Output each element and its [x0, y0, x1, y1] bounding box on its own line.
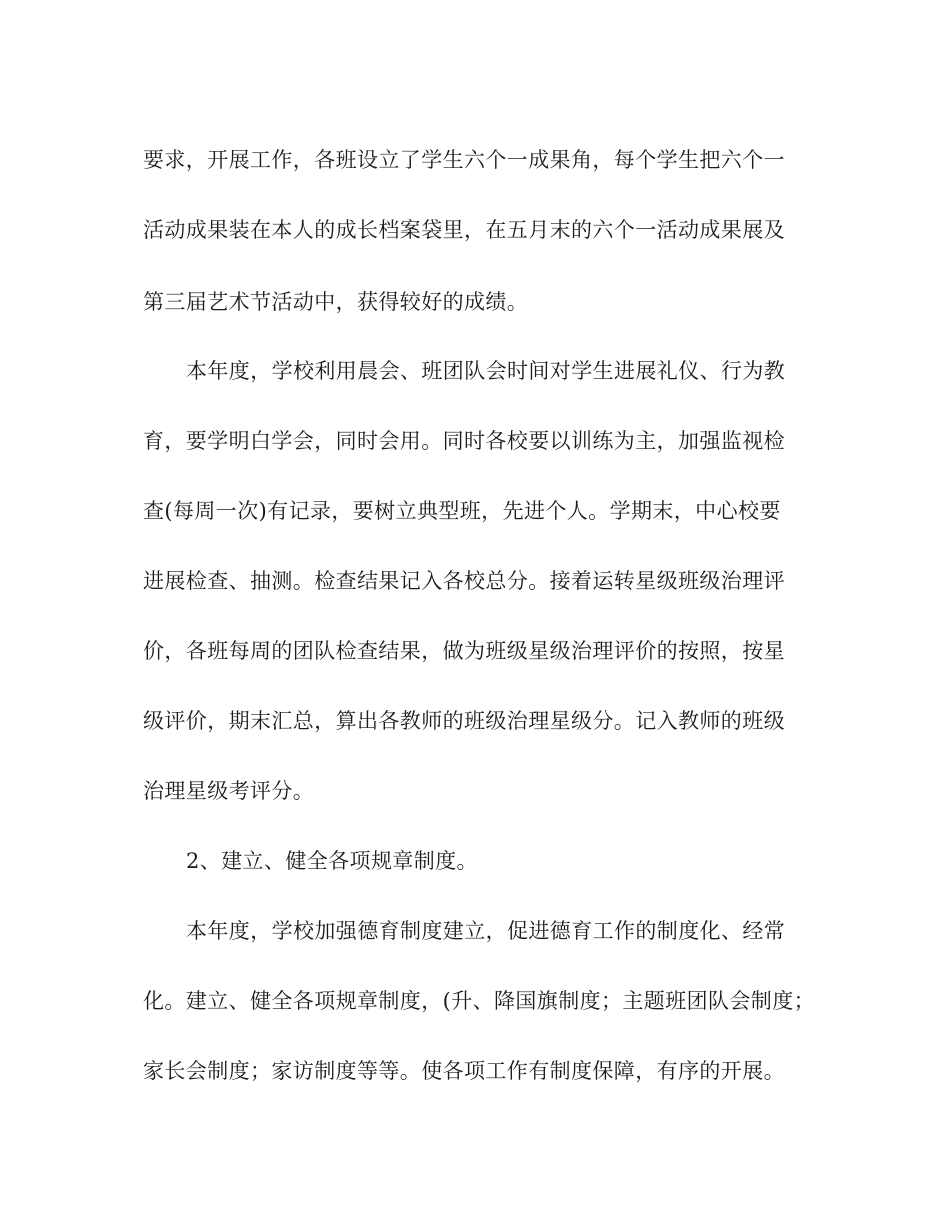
text-line: 育，要学明白学会，同时会用。同时各校要以训练为主，加强监视检 — [143, 429, 785, 453]
text-line: 进展检查、抽测。检查结果记入各校总分。接着运转星级班级治理评 — [143, 569, 785, 593]
text-line: 价，各班每周的团队检查结果，做为班级星级治理评价的按照，按星 — [143, 639, 785, 663]
paragraph-first-line: 本年度，学校利用晨会、班团队会时间对学生进展礼仪、行为教 — [186, 359, 786, 383]
text-line: 查(每周一次)有记录，要树立典型班，先进个人。学期末，中心校要 — [143, 499, 781, 523]
text-line: 第三届艺术节活动中，获得较好的成绩。 — [143, 290, 529, 314]
section-heading: 2、建立、健全各项规章制度。 — [186, 849, 478, 873]
paragraph-first-line: 本年度，学校加强德育制度建立，促进德育工作的制度化、经常 — [186, 919, 786, 943]
text-line: 治理星级考评分。 — [143, 779, 315, 803]
text-line: 家长会制度；家访制度等等。使各项工作有制度保障，有序的开展。 — [143, 1059, 785, 1083]
text-line: 要求，开展工作，各班设立了学生六个一成果角，每个学生把六个一 — [143, 148, 785, 172]
text-line: 活动成果装在本人的成长档案袋里，在五月末的六个一活动成果展及 — [143, 218, 785, 242]
text-line: 化。建立、健全各项规章制度，(升、降国旗制度；主题班团队会制度； — [143, 989, 815, 1013]
text-line: 级评价，期末汇总，算出各教师的班级治理星级分。记入教师的班级 — [143, 709, 785, 733]
